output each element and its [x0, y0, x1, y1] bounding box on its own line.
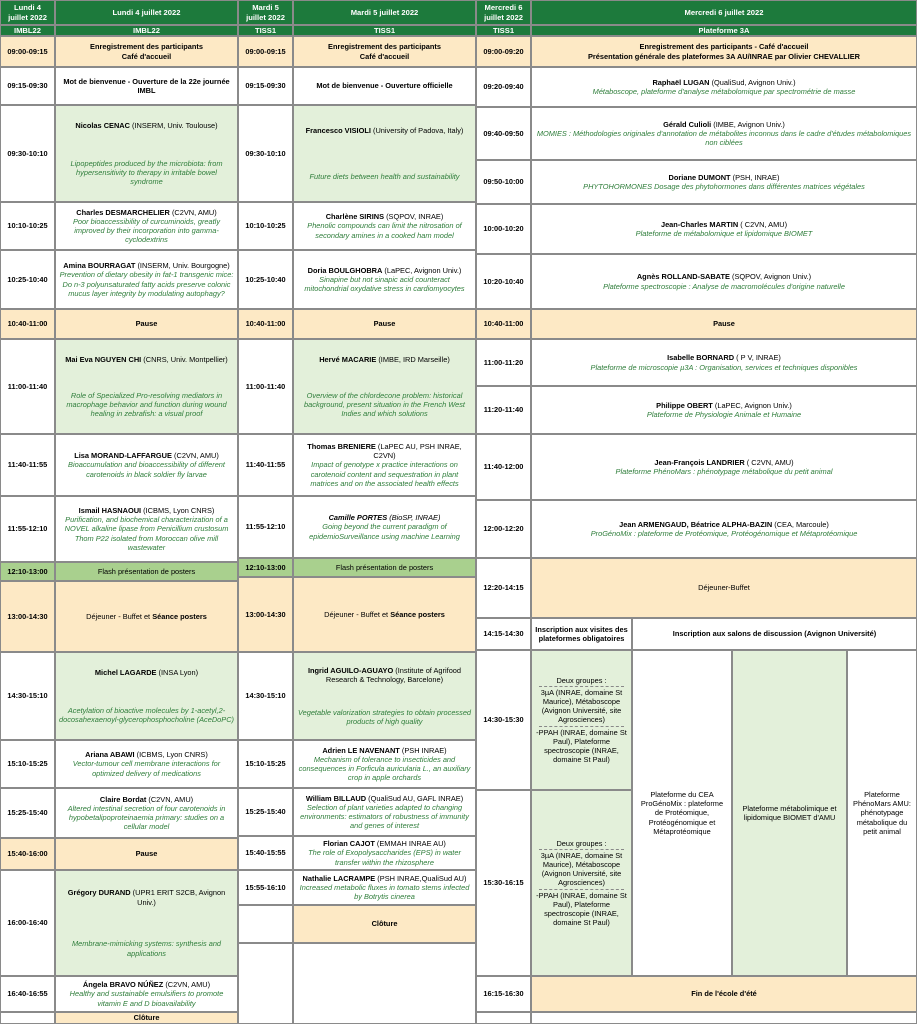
time-cell: 10:25-10:40 — [238, 250, 293, 309]
cell-detail: Présentation générale des plateformes 3A AU/INRAE par Olivier CHEVALLIER — [587, 51, 861, 61]
cell-title: Clôture — [133, 1013, 160, 1023]
talk-speaker-line — [303, 874, 467, 883]
time-cell: 11:00-11:40 — [238, 339, 293, 434]
talk-speaker-line — [100, 795, 193, 804]
header-text: Mercredi 6 juillet 2022 — [484, 3, 523, 22]
talk-speaker-line — [667, 353, 781, 362]
header-text: TISS1 — [492, 25, 515, 35]
cell-title: Pause — [373, 319, 396, 329]
talk-speaker-line — [297, 666, 472, 684]
registration-cell — [531, 36, 917, 67]
talk-speaker-line — [95, 668, 198, 677]
speaker-affiliation: (PSH, INRAE) — [732, 172, 780, 182]
speaker-name: Doriane DUMONT — [668, 172, 731, 182]
time-cell: 15:40-15:55 — [238, 836, 293, 870]
speaker-name: Adrien LE NAVENANT — [322, 745, 400, 755]
speaker-affiliation: (ICBMS, Lyon CNRS) — [136, 750, 208, 760]
talk-title: Purification, and biochemical characterization of a NOVEL alkaline lipase from Penicillium crustosum Thom P22 isolated from Moroccan olive mill wastewater — [64, 515, 229, 552]
speaker-name: Francesco VISIOLI — [305, 125, 371, 135]
header-text: TISS1 — [254, 25, 277, 35]
header-wednesday-main — [531, 0, 917, 25]
talk-cell — [531, 67, 917, 107]
talk-title: Lipopeptides produced by the microbiota: from hypersensitivity to therapy in irritable bowel syndrome — [70, 158, 223, 186]
time-cell: 14:30-15:10 — [238, 652, 293, 740]
time-cell: 11:00-11:40 — [0, 339, 55, 434]
talk-title: Plateforme de microscopie µ3A : Organisation, services et techniques disponibles — [590, 362, 858, 372]
time-cell: 09:50-10:00 — [476, 160, 531, 204]
pause-cell — [55, 838, 238, 870]
salon-label: Plateforme métabolimique et lipidomique BIOMET d'AMU — [742, 803, 837, 822]
cell-title: Enregistrement des participants — [90, 42, 203, 52]
talk-speaker-line — [306, 794, 463, 803]
speaker-affiliation: ( P V, INRAE) — [736, 353, 781, 363]
cell-title: Pause — [135, 319, 158, 329]
header-text: TISS1 — [373, 25, 396, 35]
time-cell: 11:40-12:00 — [476, 434, 531, 500]
time-cell: 16:00-16:40 — [0, 870, 55, 976]
speaker-affiliation: (LaPEC, Avignon Univ.) — [384, 265, 462, 275]
speaker-affiliation: (IMBE, IRD Marseille) — [378, 354, 450, 364]
cell-title: Pause — [135, 849, 158, 859]
speaker-affiliation: (QualiSud, Avignon Univ.) — [711, 77, 796, 87]
speaker-affiliation: (C2VN, AMU) — [174, 451, 219, 461]
speaker-name: Amina BOURRAGAT — [63, 261, 136, 271]
pause-cell — [293, 309, 476, 339]
speaker-name: Thomas BRENIERE — [307, 442, 376, 452]
speaker-affiliation: (EMMAH INRAE AU) — [376, 839, 446, 849]
groups-label: Deux groupes : — [556, 839, 607, 849]
speaker-name: Charles DESMARCHELIER — [76, 207, 170, 217]
time-cell: 11:00-11:20 — [476, 339, 531, 386]
speaker-name: Jean-Charles MARTIN — [660, 219, 739, 229]
speaker-affiliation: (INSA Lyon) — [158, 668, 199, 678]
lunch-cell — [293, 577, 476, 652]
talk-title: Poor bioaccessibility of curcuminoids, greatly improved by their incorporation into gamma-cyclodextrins — [72, 216, 221, 245]
speaker-affiliation: (PSH INRAE) — [401, 745, 447, 755]
talk-cell — [55, 339, 238, 434]
talk-title: Vector-tumour cell membrane interactions for optimized delivery of medications — [72, 759, 221, 778]
talk-cell — [293, 740, 476, 788]
time-cell: 11:40-11:55 — [238, 434, 293, 496]
cell-title: Enregistrement des participants — [328, 42, 441, 52]
talk-cell — [293, 339, 476, 434]
speaker-name: Camille PORTES — [328, 513, 388, 523]
talk-speaker-line — [65, 355, 228, 364]
talk-cell — [293, 250, 476, 309]
time-cell: 09:30-10:10 — [0, 105, 55, 202]
time-cell: 12:10-13:00 — [0, 562, 55, 581]
cell-title-bold: Séance posters — [152, 611, 207, 621]
header-monday-date — [0, 0, 55, 25]
talk-cell — [293, 434, 476, 496]
group-2: -PPAH (INRAE, domaine St Paul), Plateforme spectroscopie (INRAE, domaine St Paul) — [536, 727, 627, 764]
time-cell: 16:40-16:55 — [0, 976, 55, 1012]
talk-speaker-line — [637, 272, 811, 281]
talk-title: Role of Specialized Pro-resolving mediators in macrophage behavior and function during wound healing in zebrafish: a visual proof — [66, 391, 227, 419]
speaker-name: Jean ARMENGAUD, Béatrice ALPHA-BAZIN — [619, 519, 773, 529]
header-wednesday-code — [476, 25, 531, 36]
header-tuesday-main — [293, 0, 476, 25]
talk-cell — [55, 202, 238, 250]
welcome-cell — [55, 67, 238, 105]
time-cell: 13:00-14:30 — [0, 581, 55, 652]
groups-label: Deux groupes : — [556, 676, 607, 686]
closing-cell — [55, 1012, 238, 1024]
time-cell: 09:00-09:15 — [238, 36, 293, 67]
salons-registration-cell — [632, 618, 917, 650]
cell-title: Flash présentation de posters — [335, 562, 434, 572]
talk-title: Sinapine but not sinapic acid counteract mitochondrial oxydative stress in cardiomyocytes — [304, 274, 465, 294]
time-cell: 09:20-09:40 — [476, 67, 531, 107]
salon-proteomics — [632, 650, 732, 976]
speaker-affiliation: (LaPEC AU, PSH INRAE, C2VN) — [373, 442, 462, 461]
cell-title: Inscription aux visites des plateformes obligatoires — [535, 624, 628, 643]
time-cell: 09:40-09:50 — [476, 107, 531, 160]
talk-cell — [531, 339, 917, 386]
time-cell: 09:15-09:30 — [238, 67, 293, 105]
speaker-affiliation: (UPR1 ERIT S2CB, Avignon Univ.) — [132, 888, 226, 907]
talk-speaker-line — [85, 750, 208, 759]
visits-registration-cell — [531, 618, 632, 650]
speaker-affiliation: (BioSP, INRAE) — [389, 513, 441, 523]
talk-title: Healthy and sustainable emulsifiers to promote vitamin E and D bioavailability — [69, 989, 224, 1008]
speaker-affiliation: (University of Padova, Italy) — [373, 125, 464, 135]
talk-speaker-line — [76, 208, 216, 217]
time-cell: 14:15-14:30 — [476, 618, 531, 650]
header-monday-main — [55, 0, 238, 25]
salon-phenomars — [847, 650, 917, 976]
talk-cell — [55, 740, 238, 788]
talk-cell — [293, 652, 476, 740]
time-cell: 10:40-11:00 — [0, 309, 55, 339]
speaker-name: Florian CAJOT — [323, 839, 375, 849]
talk-title: Increased metabolic fluxes in tomato stems infected by Botrytis cinerea — [299, 882, 470, 902]
speaker-affiliation: (ICBMS, Lyon CNRS) — [143, 506, 215, 516]
time-cell: 09:00-09:20 — [476, 36, 531, 67]
talk-speaker-line — [322, 746, 446, 755]
speaker-affiliation: ( C2VN, AMU) — [746, 457, 794, 467]
group-divider — [539, 889, 625, 890]
speaker-name: Philippe OBERT — [656, 400, 713, 410]
talk-cell — [531, 160, 917, 204]
speaker-name: Michel LAGARDE — [94, 668, 157, 678]
talk-speaker-line — [306, 126, 464, 135]
talk-title: Phenolic compounds can limit the nitrosation of secondary amines in a cooked ham model — [307, 221, 462, 240]
pause-cell — [55, 309, 238, 339]
talk-title: PHYTOHORMONES Dosage des phytohormones dans différentes matrices végétales — [583, 182, 865, 191]
flash-posters-cell — [55, 562, 238, 581]
talk-title: Mechanism of tolerance to insecticides and consequences in Forficula auricularia L., an auxiliary crop in apple orchards — [298, 754, 471, 783]
speaker-name: Grégory DURAND — [67, 888, 131, 898]
talk-cell — [293, 870, 476, 905]
speaker-name: William BILLAUD — [305, 793, 367, 803]
cell-title: Mot de bienvenue - Ouverture de la 22e journée IMBL — [63, 76, 230, 95]
talk-title: Prevention of dietary obesity in fat-1 transgenic mice: Do n-3 polyunsaturated fatty acids preserve colonic mucus layer integrity by modulating autophagy? — [59, 270, 234, 298]
header-text: Plateforme 3A — [698, 25, 750, 35]
talk-title: Plateforme de Physiologie Animale et Humaine — [646, 410, 802, 419]
registration-cell — [293, 36, 476, 67]
speaker-affiliation: (C2VN, AMU) — [171, 207, 217, 217]
cell-title: Pause — [713, 319, 735, 329]
speaker-name: Jean-François LANDRIER — [654, 457, 745, 467]
speaker-affiliation: (C2VN, AMU) — [165, 980, 211, 990]
time-cell: 15:25-15:40 — [238, 788, 293, 836]
time-cell: 15:40-16:00 — [0, 838, 55, 870]
speaker-name: Lisa MORAND-LAFFARGUE — [74, 451, 172, 461]
group-divider — [539, 849, 625, 850]
group-2: -PPAH (INRAE, domaine St Paul), Plateforme spectroscopie (INRAE, domaine St Paul) — [536, 890, 627, 927]
talk-speaker-line — [323, 839, 446, 848]
speaker-name: Mai Eva NGUYEN CHI — [65, 354, 142, 364]
talk-cell — [55, 788, 238, 838]
time-cell: 12:00-12:20 — [476, 500, 531, 558]
talk-title: Altered intestinal secretion of four carotenoids in hypobetalipoproteinaemia primary: studies on a cellular model — [67, 803, 226, 832]
end-cell — [531, 976, 917, 1012]
header-text: Mercredi 6 juillet 2022 — [684, 7, 764, 17]
header-tuesday-main-code — [293, 25, 476, 36]
header-wednesday-main-code — [531, 25, 917, 36]
header-tuesday-code — [238, 25, 293, 36]
time-cell: 11:20-11:40 — [476, 386, 531, 434]
time-cell: 15:10-15:25 — [238, 740, 293, 788]
talk-speaker-line — [652, 78, 795, 87]
empty-cell — [531, 1012, 917, 1024]
time-cell: 14:30-15:10 — [0, 652, 55, 740]
speaker-affiliation: (CEA, Marcoule) — [774, 519, 829, 529]
talk-speaker-line — [669, 173, 780, 182]
talk-title: Selection of plant varieties adapted to changing environments: estimators of robustness of immunity and genes of interest — [300, 802, 469, 831]
talk-title: Plateforme de métabolomique et lipidomique BIOMET — [635, 229, 813, 238]
talk-title: Métaboscope, plateforme d'analyse métabolomique par spectrométrie de masse — [592, 87, 856, 96]
time-cell: 12:10-13:00 — [238, 558, 293, 577]
talk-speaker-line — [308, 266, 462, 275]
time-cell: 12:20-14:15 — [476, 558, 531, 618]
talk-cell — [293, 202, 476, 250]
talk-title: Plateforme spectroscopie : Analyse de macromolécules d'origine naturelle — [603, 281, 845, 291]
pause-cell — [531, 309, 917, 339]
talk-speaker-line — [83, 980, 210, 989]
time-cell: 16:15-16:30 — [476, 976, 531, 1012]
talk-title: Vegetable valorization strategies to obtain processed products of high quality — [297, 707, 472, 726]
talk-title: ProGénoMix : plateforme de Protéomique, Protéogénomique et Métaprotéomique — [590, 529, 858, 538]
speaker-affiliation: (SQPOV, Avignon Univ.) — [731, 272, 812, 282]
lunch-line — [86, 612, 207, 621]
speaker-affiliation: (PSH INRAE,QualiSud AU) — [377, 873, 467, 883]
group-divider — [539, 686, 625, 687]
header-monday-main-code — [55, 25, 238, 36]
salon-label: Plateforme PhénoMars AMU: phénotypage métabolique du petit animal — [853, 790, 911, 836]
speaker-affiliation: (SQPOV, INRAE) — [386, 212, 444, 222]
group-1: 3µA (INRAE, domaine St Maurice), Métaboscope (Avignon Université, site Agrosciences) — [540, 851, 623, 888]
header-text: Mardi 5 juillet 2022 — [350, 7, 419, 17]
time-cell: 10:10-10:25 — [0, 202, 55, 250]
visit-groups-cell — [531, 650, 632, 790]
talk-speaker-line — [619, 520, 829, 529]
time-cell: 09:15-09:30 — [0, 67, 55, 105]
speaker-name: Raphaël LUGAN — [652, 77, 710, 87]
talk-cell — [55, 652, 238, 740]
talk-cell — [55, 870, 238, 976]
header-tuesday-date — [238, 0, 293, 25]
header-text: Lundi 4 juillet 2022 — [8, 3, 47, 22]
talk-speaker-line — [75, 121, 217, 130]
talk-title: Impact of genotype x practice interactions on carotenoid content and sequestration in plant matrices and on the associated health effects — [310, 460, 459, 488]
talk-cell — [55, 105, 238, 202]
time-cell: 11:40-11:55 — [0, 434, 55, 496]
talk-cell — [55, 496, 238, 562]
group-divider — [539, 726, 625, 727]
talk-title: Future diets between health and sustainability — [309, 172, 460, 182]
speaker-affiliation: (Institute of Agrifood Research & Technology, Barcelone) — [325, 665, 462, 684]
header-text: IMBL22 — [132, 25, 160, 35]
talk-speaker-line — [654, 458, 793, 467]
talk-cell — [293, 105, 476, 202]
speaker-affiliation: (QualiSud AU, GAFL INRAE) — [368, 793, 464, 803]
talk-cell — [531, 204, 917, 254]
talk-title: Membrane-mimicking systems: synthesis and applications — [71, 939, 222, 958]
talk-cell — [531, 386, 917, 434]
talk-speaker-line — [63, 261, 229, 270]
talk-title: MOMIES : Méthodologies originales d'annotation de métabolites inconnus dans le cadre d'études métabolomiques non ciblées — [536, 128, 912, 148]
speaker-name: Isabelle BORNARD — [667, 353, 735, 363]
time-cell-empty — [0, 1012, 55, 1024]
talk-cell — [293, 836, 476, 870]
speaker-name: Claire Bordat — [99, 794, 147, 804]
speaker-affiliation: ( C2VN, AMU) — [740, 219, 788, 229]
empty-cell — [238, 943, 293, 1024]
talk-cell — [531, 500, 917, 558]
cell-title: Mot de bienvenue - Ouverture officielle — [316, 81, 453, 91]
time-cell: 15:55-16:10 — [238, 870, 293, 905]
speaker-name: Ingrid AGUILO-AGUAYO — [307, 665, 394, 675]
talk-cell — [293, 496, 476, 558]
speaker-name: Hervé MACARIE — [319, 354, 377, 364]
talk-speaker-line — [297, 442, 472, 460]
header-text: Lundi 4 juillet 2022 — [112, 7, 181, 17]
speaker-affiliation: (LaPEC, Avignon Univ.) — [714, 400, 792, 410]
time-cell: 10:25-10:40 — [0, 250, 55, 309]
cell-title: Fin de l'école d'été — [691, 989, 757, 999]
talk-speaker-line — [74, 451, 219, 460]
speaker-name: Nathalie LACRAMPE — [302, 873, 376, 883]
time-cell: 13:00-14:30 — [238, 577, 293, 652]
talk-cell — [531, 254, 917, 309]
cell-title: Clôture — [371, 919, 398, 929]
talk-speaker-line — [319, 355, 450, 364]
empty-cell — [293, 943, 476, 1024]
speaker-name: Gérald Culioli — [663, 119, 712, 129]
speaker-affiliation: (CNRS, Univ. Montpellier) — [143, 354, 228, 364]
time-cell: 10:10-10:25 — [238, 202, 293, 250]
cell-title: Déjeuner-Buffet — [698, 583, 750, 593]
talk-speaker-line — [329, 513, 441, 522]
time-cell: 15:10-15:25 — [0, 740, 55, 788]
talk-title: Going beyond the current paradigm of epidemioSurveillance using machine Learning — [309, 522, 460, 541]
talk-speaker-line — [59, 888, 234, 906]
speaker-name: Charlène SIRINS — [325, 212, 385, 222]
time-cell: 10:40-11:00 — [238, 309, 293, 339]
time-cell: 15:25-15:40 — [0, 788, 55, 838]
header-text: Mardi 5 juillet 2022 — [246, 3, 285, 22]
welcome-cell — [293, 67, 476, 105]
lunch-cell — [55, 581, 238, 652]
time-cell: 10:40-11:00 — [476, 309, 531, 339]
talk-cell — [55, 976, 238, 1012]
cell-title: Enregistrement des participants - Café d'accueil — [639, 42, 809, 52]
talk-cell — [531, 434, 917, 500]
cell-detail: Café d'accueil — [359, 51, 410, 61]
time-cell: 14:30-15:30 — [476, 650, 531, 790]
header-wednesday-date — [476, 0, 531, 25]
speaker-name: Ismail HASNAOUI — [78, 506, 142, 516]
talk-title: The role of Exopolysaccharides (EPS) in water transfer within the rhizosphere — [308, 848, 461, 867]
time-cell: 11:55-12:10 — [0, 496, 55, 562]
lunch-line — [324, 610, 445, 619]
speaker-name: Agnès ROLLAND-SABATE — [636, 272, 730, 282]
speaker-name: Ángela BRAVO NÚÑEZ — [82, 980, 164, 990]
talk-title: Bioaccumulation and bioaccessibility of different carotenoids in black soldier fly larvae — [68, 460, 225, 479]
talk-cell — [293, 788, 476, 836]
salon-label: Plateforme du CEA ProGénoMix : plateforme de Protéomique, Protéogénomique et Métaprotéomique — [640, 790, 724, 836]
group-1: 3µA (INRAE, domaine St Maurice), Métaboscope (Avignon Université, site Agrosciences) — [540, 688, 623, 725]
talk-title: Overview of the chlordecone problem: historical background, present situation in the French West Indies and which solutions — [304, 391, 465, 419]
cell-title: Déjeuner - Buffet et — [324, 609, 389, 619]
time-cell-empty — [238, 905, 293, 943]
talk-title: Plateforme PhénoMars : phénotypage métabolique du petit animal — [615, 467, 833, 476]
talk-cell — [55, 250, 238, 309]
talk-speaker-line — [661, 220, 787, 229]
cell-title: Déjeuner - Buffet et — [86, 611, 151, 621]
time-cell: 09:00-09:15 — [0, 36, 55, 67]
cell-title-bold: Séance posters — [390, 609, 445, 619]
cell-title: Inscription aux salons de discussion (Avignon Université) — [672, 629, 877, 639]
salon-biomet — [732, 650, 847, 976]
header-text: IMBL22 — [13, 25, 41, 35]
lunch-cell — [531, 558, 917, 618]
empty-cell — [476, 1012, 531, 1024]
talk-title: Acetylation of bioactive molecules by 1-acetyl,2-docosahexaenoyl-glycerophosphocholine (AceDoPC) — [59, 705, 235, 724]
speaker-affiliation: (INSERM, Univ. Bourgogne) — [137, 261, 230, 271]
time-cell: 15:30-16:15 — [476, 790, 531, 976]
closing-cell — [293, 905, 476, 943]
talk-speaker-line — [79, 506, 215, 515]
talk-speaker-line — [663, 120, 785, 129]
cell-detail: Café d'accueil — [121, 51, 172, 61]
talk-speaker-line — [326, 212, 444, 221]
speaker-name: Nicolas CENAC — [75, 121, 130, 131]
time-cell: 09:30-10:10 — [238, 105, 293, 202]
visit-groups-cell — [531, 790, 632, 976]
talk-cell — [55, 434, 238, 496]
speaker-affiliation: (IMBE, Avignon Univ.) — [713, 119, 785, 129]
talk-speaker-line — [656, 401, 792, 410]
speaker-affiliation: (C2VN, AMU) — [148, 794, 194, 804]
speaker-name: Ariana ABAWI — [85, 750, 135, 760]
time-cell: 11:55-12:10 — [238, 496, 293, 558]
time-cell: 10:20-10:40 — [476, 254, 531, 309]
talk-cell — [531, 107, 917, 160]
speaker-affiliation: (INSERM, Univ. Toulouse) — [132, 121, 218, 131]
flash-posters-cell — [293, 558, 476, 577]
time-cell: 10:00-10:20 — [476, 204, 531, 254]
header-monday-code — [0, 25, 55, 36]
speaker-name: Doria BOULGHOBRA — [307, 265, 383, 275]
cell-title: Flash présentation de posters — [97, 566, 196, 576]
registration-cell — [55, 36, 238, 67]
